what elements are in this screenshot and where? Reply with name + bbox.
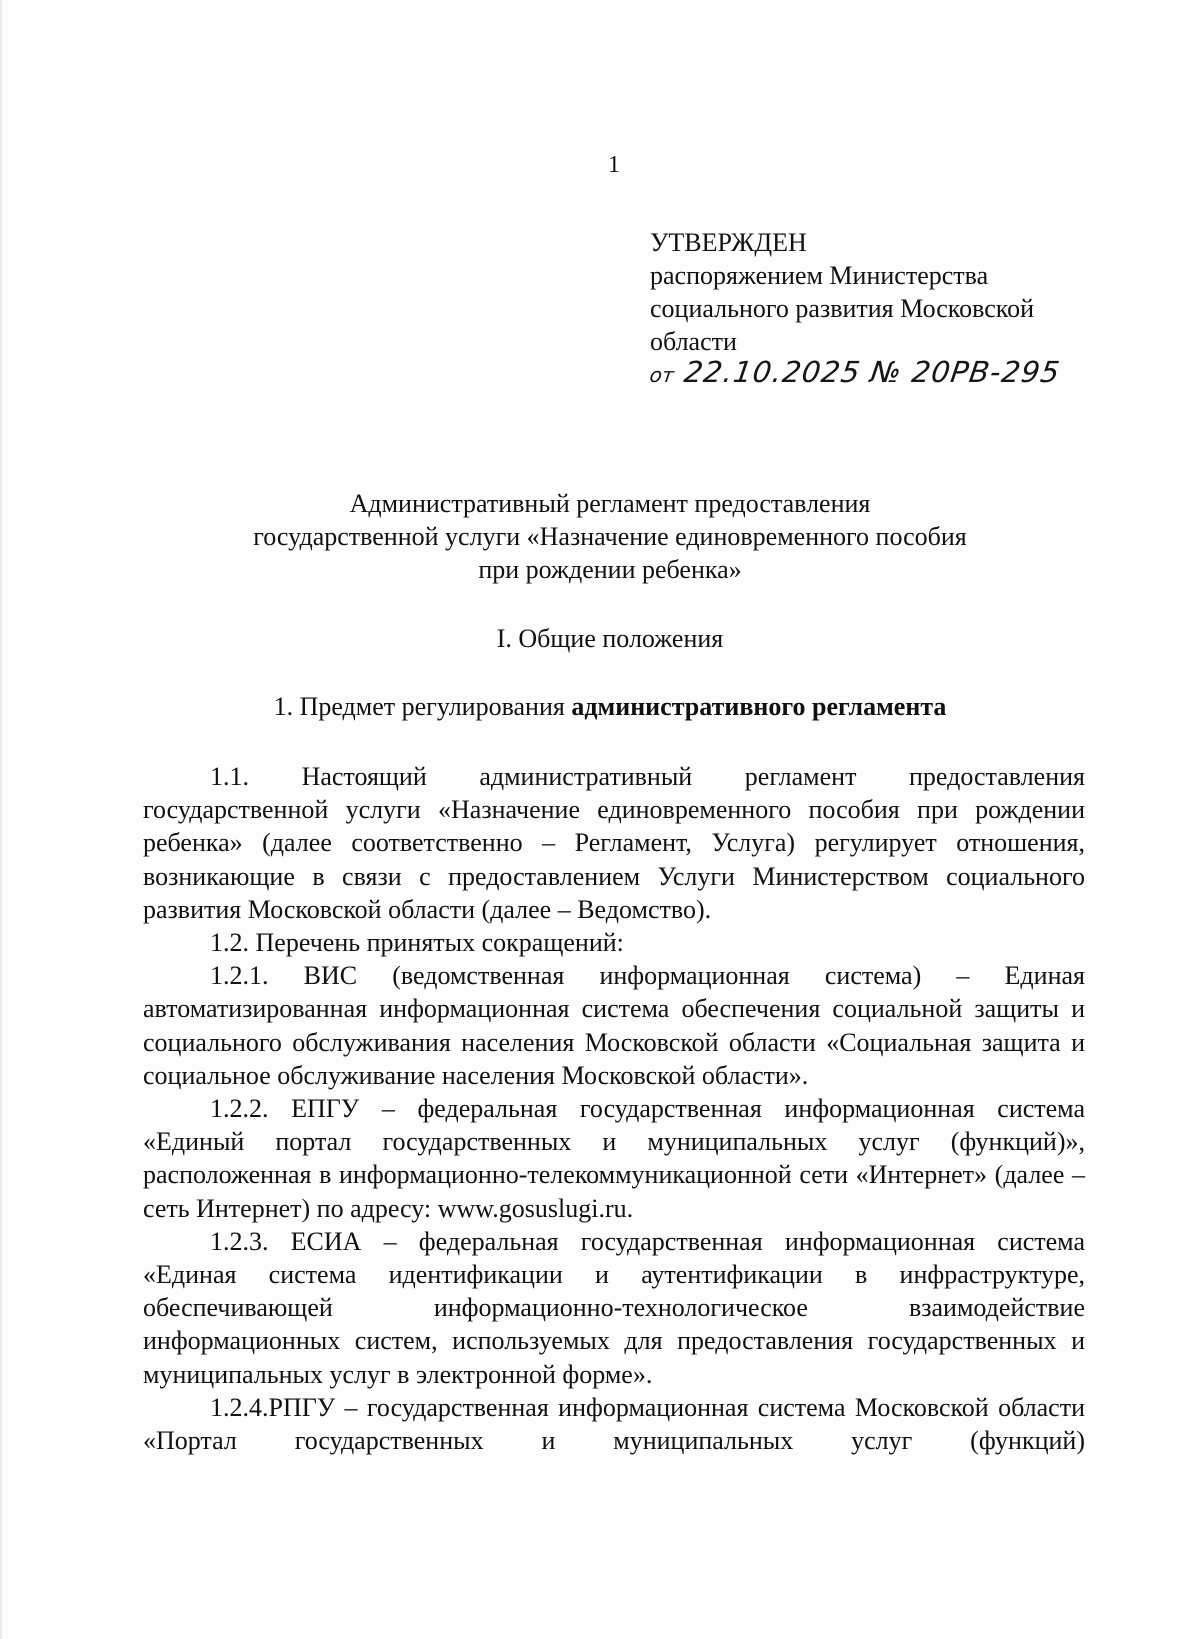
paragraph-1-1: 1.1. Настоящий административный регламент предоставления государственной услуги «Назначение единовременного пособия при рождении ребенка» (далее соответственно – Регламент, Услуга) регулирует отношения, возникающие в связи с предоставлением Услуги Министерством социального развития Московской области (далее – Ведомство). xyxy=(143,762,1085,924)
body-text xyxy=(143,760,1085,1457)
title-line-1: Административный регламент предоставления xyxy=(349,489,871,518)
handwritten-date: 22.10.2025 № 20РВ-295 xyxy=(682,355,1063,389)
section-heading: I. Общие положения xyxy=(496,624,724,653)
paragraph-1-2-1: 1.2.1. ВИС (ведомственная информационная система) – Единая автоматизированная информационная система обеспечения социальной защиты и социального обслуживания населения Московской области «Социальная защита и социальное обслуживание населения Московской области». xyxy=(143,961,1085,1090)
paragraph-1-2: 1.2. Перечень принятых сокращений: xyxy=(210,928,624,958)
subsection-heading-regular: 1. Предмет регулирования xyxy=(273,692,572,721)
title-line-3: при рождении ребенка» xyxy=(478,555,742,584)
paragraph-1-2-4: 1.2.4.РПГУ – государственная информационная система Московской области «Портал государственных и муниципальных услуг (функций) xyxy=(143,1392,1085,1456)
approval-stamp-block xyxy=(648,226,1063,392)
approval-line-1: распоряжением Министерства xyxy=(650,261,989,290)
approval-line-3: области xyxy=(650,327,737,356)
page-number: 1 xyxy=(608,152,620,178)
handwritten-prefix: от xyxy=(648,363,676,387)
handwritten-date-number xyxy=(647,356,1062,392)
approval-status: УТВЕРЖДЕН xyxy=(650,228,807,257)
title-line-2: государственной услуги «Назначение единовременного пособия xyxy=(253,522,967,551)
subsection-heading xyxy=(140,692,1060,722)
scan-edge-shadow xyxy=(0,0,3,1639)
subsection-heading-bold: административного регламента xyxy=(571,692,947,721)
approval-line-2: социального развития Московской xyxy=(650,294,1034,323)
paragraph-1-2-3: 1.2.3. ЕСИА – федеральная государственная информационная система «Единая система идентификации и аутентификации в инфраструктуре, обеспечивающей информационно-технологическое взаимодействие информационных систем, используемых для предоставления государственных и муниципальных услуг в электронной форме». xyxy=(143,1226,1085,1389)
document-title xyxy=(140,487,1060,586)
paragraph-1-2-2: 1.2.2. ЕПГУ – федеральная государственная информационная система «Единый портал государственных и муниципальных услуг (функций)», расположенная в информационно-телекоммуникационной сети «Интернет» (далее – сеть Интернет) по адресу: www.gosuslugi.ru. xyxy=(143,1094,1085,1223)
